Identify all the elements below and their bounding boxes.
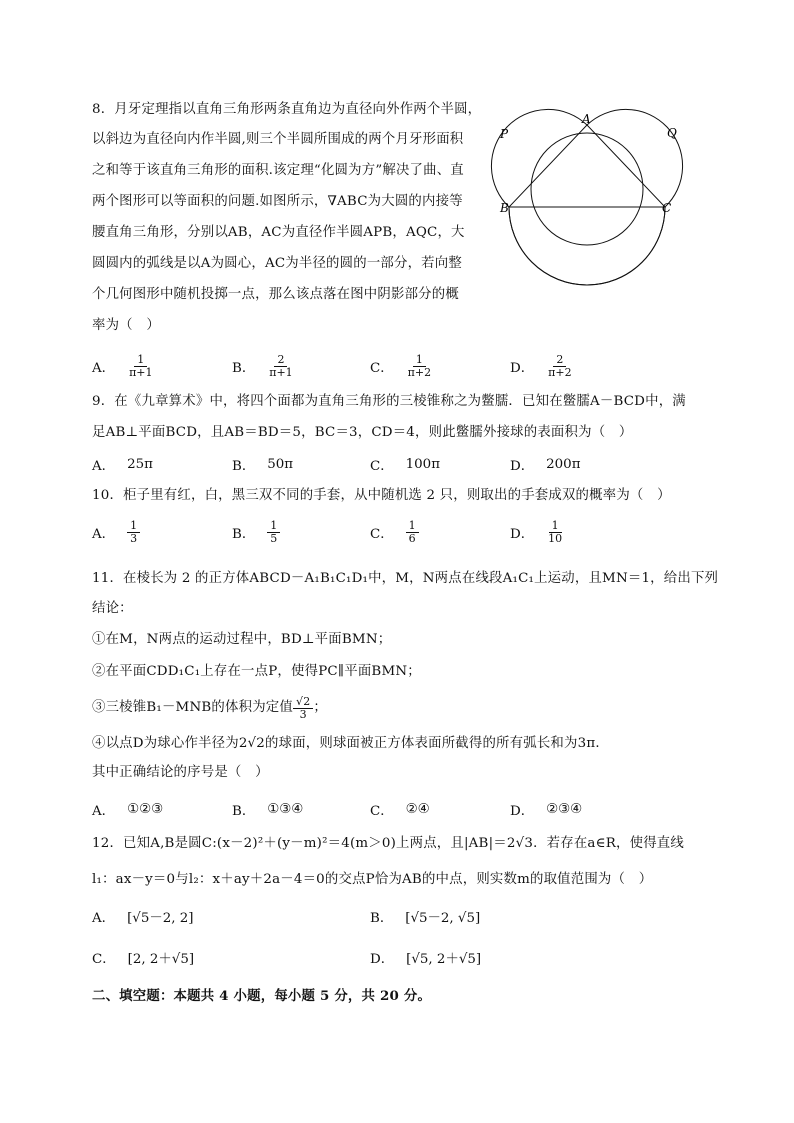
q8-option-b-frac [267, 354, 294, 379]
q8-d-num: 2 [553, 354, 566, 367]
q11-option-b-label: B． [232, 803, 256, 819]
label-c: C [662, 201, 672, 215]
q10-c-num: 1 [406, 520, 419, 533]
q10-option-c-label: C． [370, 526, 394, 542]
q11-option-d-label: D． [510, 803, 535, 819]
q8-option-a[interactable] [92, 352, 155, 380]
q9-option-a[interactable] [92, 450, 153, 478]
q12-options-row-1 [92, 902, 712, 930]
q10-option-a-label: A． [92, 526, 116, 542]
q10-option-d-frac [546, 520, 564, 545]
lune-figure [490, 108, 690, 286]
q10-a-num: 1 [127, 520, 140, 533]
q11-option-a[interactable] [92, 795, 163, 823]
q12-option-a-text: [√5－2, 2] [127, 910, 194, 926]
q11-option-c[interactable] [370, 795, 430, 823]
q11-line-1: 11．在棱长为 2 的正方体ABCD－A₁B₁C₁D₁中，M，N两点在线段A₁C₁上运动，且MN＝1，给出下列 [92, 571, 719, 586]
q8-c-den: π+2 [407, 365, 432, 379]
q9-option-b-label: B． [232, 458, 256, 474]
q9-options [92, 450, 712, 478]
q12-option-c-label: C． [92, 951, 116, 967]
q9-option-a-text: 25π [127, 456, 153, 472]
q9-option-b-text: 50π [267, 456, 294, 472]
q10-d-num: 1 [549, 520, 562, 533]
q12-option-c[interactable] [92, 943, 194, 971]
q12-option-d-text: [√5, 2＋√5] [406, 951, 482, 967]
q8-line-3: 之和等于该直角三角形的面积.该定理“化圆为方”解决了曲、直 [92, 163, 464, 178]
q11-option-c-text: ②④ [405, 801, 430, 817]
q9-line-1: 9．在《九章算术》中，将四个面都为直角三角形的三棱锥称之为鳖臑．已知在鳖臑A－BCD中，满 [92, 394, 686, 409]
q8-line-5: 腰直角三角形，分别以AB，AC为直径作半圆APB，AQC，大 [92, 225, 465, 240]
q11-options [92, 795, 712, 823]
q12-option-c-text: [2, 2＋√5] [127, 951, 195, 967]
q10-option-a-frac [127, 520, 140, 545]
q9-option-d-text: 200π [546, 456, 581, 472]
label-q: Q [667, 126, 677, 140]
q9-option-c-text: 100π [405, 456, 440, 472]
q8-option-c-frac [406, 354, 433, 379]
q8-c-num: 1 [413, 354, 426, 367]
q10-option-b-frac [267, 520, 280, 545]
q8-line-8: 率为（ ） [92, 318, 160, 333]
q11-s3-suffix: ； [313, 700, 327, 715]
q9-option-d-label: D． [510, 458, 535, 474]
q8-options [92, 352, 712, 380]
q12-option-b-label: B． [370, 910, 394, 926]
q8-option-b[interactable] [232, 352, 295, 380]
q9-option-d[interactable] [510, 450, 581, 478]
q12-option-d[interactable] [370, 943, 481, 971]
q10-option-d-label: D． [510, 526, 535, 542]
q9-option-c-label: C． [370, 458, 394, 474]
q8-line-1: 8．月牙定理指以直角三角形两条直角边为直径向外作两个半圆， [92, 102, 482, 117]
q8-option-a-frac [127, 354, 154, 379]
q9-option-b[interactable] [232, 450, 293, 478]
q12-option-a-label: A． [92, 910, 116, 926]
q10-b-den: 5 [270, 531, 278, 545]
label-p: P [500, 127, 509, 141]
q8-option-d[interactable] [510, 352, 574, 380]
q8-b-num: 2 [274, 354, 287, 367]
q11-statement-4: ④以点D为球心作半径为2√2的球面，则球面被正方体表面所截得的所有弧长和为3π． [92, 736, 609, 751]
q8-a-den: π+1 [129, 365, 153, 379]
q10-option-a[interactable] [92, 518, 140, 546]
q10-c-den: 6 [408, 531, 416, 545]
q12-line-2: l₁：ax－y＝0与l₂：x＋ay＋2a－4＝0的交点P恰为AB的中点，则实数m的取值范围为（ ） [92, 872, 653, 887]
q8-option-c[interactable] [370, 352, 433, 380]
q8-line-6: 圆圆内的弧线是以A为圆心，AC为半径的圆的一部分，若向整 [92, 256, 462, 271]
q8-option-a-label: A． [92, 360, 116, 376]
q11-s3-num: √2 [293, 696, 313, 709]
q9-option-c[interactable] [370, 450, 440, 478]
q11-statement-2: ②在平面CDD₁C₁上存在一点P，使得PC∥平面BMN； [92, 664, 421, 679]
q10-a-den: 3 [130, 531, 138, 545]
q11-statement-3 [92, 690, 327, 726]
q8-option-c-label: C． [370, 360, 394, 376]
q12-option-b-text: [√5－2, √5] [405, 910, 481, 926]
label-b: B [500, 201, 509, 215]
q10-option-b-label: B． [232, 526, 256, 542]
q11-ask: 其中正确结论的序号是（ ） [92, 765, 269, 780]
q8-option-b-label: B． [232, 360, 256, 376]
q11-s3-frac [293, 696, 313, 721]
q11-option-d-text: ②③④ [546, 801, 583, 817]
q10-options [92, 518, 712, 546]
q10-option-b[interactable] [232, 518, 280, 546]
q8-b-den: π+1 [269, 365, 293, 379]
q11-option-a-label: A． [92, 803, 116, 819]
q11-statement-1: ①在M，N两点的运动过程中，BD⊥平面BMN； [92, 632, 392, 647]
q10-option-c-frac [406, 520, 419, 545]
q10-d-den: 10 [548, 531, 563, 545]
label-a: A [582, 112, 591, 126]
q12-options-row-2 [92, 943, 712, 971]
section-2-heading: 二、填空题：本题共 4 小题，每小题 5 分，共 20 分。 [92, 988, 432, 1004]
q11-option-b[interactable] [232, 795, 303, 823]
q11-s3-den: 3 [299, 707, 307, 721]
q11-s3-prefix: ③三棱锥B₁－MNB的体积为定值 [92, 700, 293, 715]
q12-option-a[interactable] [92, 902, 194, 930]
inner-circle [531, 133, 643, 245]
q10-option-d[interactable] [510, 518, 564, 546]
q10-b-num: 1 [267, 520, 280, 533]
q8-line-4: 两个图形可以等面积的问题.如图所示，∇ABC为大圆的内接等 [92, 194, 463, 209]
q9-line-2: 足AB⊥平面BCD，且AB＝BD＝5，BC＝3，CD＝4，则此鳖臑外接球的表面积为（ ） [92, 425, 633, 440]
q12-line-1: 12．已知A,B是圆C:(x－2)²＋(y－m)²＝4(m＞0)上两点，且|AB|＝2√3．若存在a∈R，使得直线 [92, 836, 684, 851]
q8-line-2: 以斜边为直径向内作半圆,则三个半圆所围成的两个月牙形面积 [92, 132, 464, 147]
q11-option-b-text: ①③④ [267, 801, 304, 817]
q8-d-den: π+2 [548, 365, 572, 379]
q11-option-c-label: C． [370, 803, 394, 819]
q9-option-a-label: A． [92, 458, 116, 474]
q10-line-1: 10．柜子里有红，白，黑三双不同的手套，从中随机选 2 只，则取出的手套成双的概率为（ ） [92, 488, 671, 503]
q12-option-d-label: D． [370, 951, 395, 967]
q10-option-c[interactable] [370, 518, 419, 546]
q8-option-d-label: D． [510, 360, 535, 376]
q8-line-7: 个几何图形中随机投掷一点，那么该点落在图中阴影部分的概 [92, 287, 459, 302]
q11-option-a-text: ①②③ [127, 801, 164, 817]
q12-option-b[interactable] [370, 902, 480, 930]
q8-option-d-frac [546, 354, 573, 379]
q11-option-d[interactable] [510, 795, 582, 823]
q8-a-num: 1 [134, 354, 147, 367]
q11-line-2: 结论： [92, 601, 133, 616]
